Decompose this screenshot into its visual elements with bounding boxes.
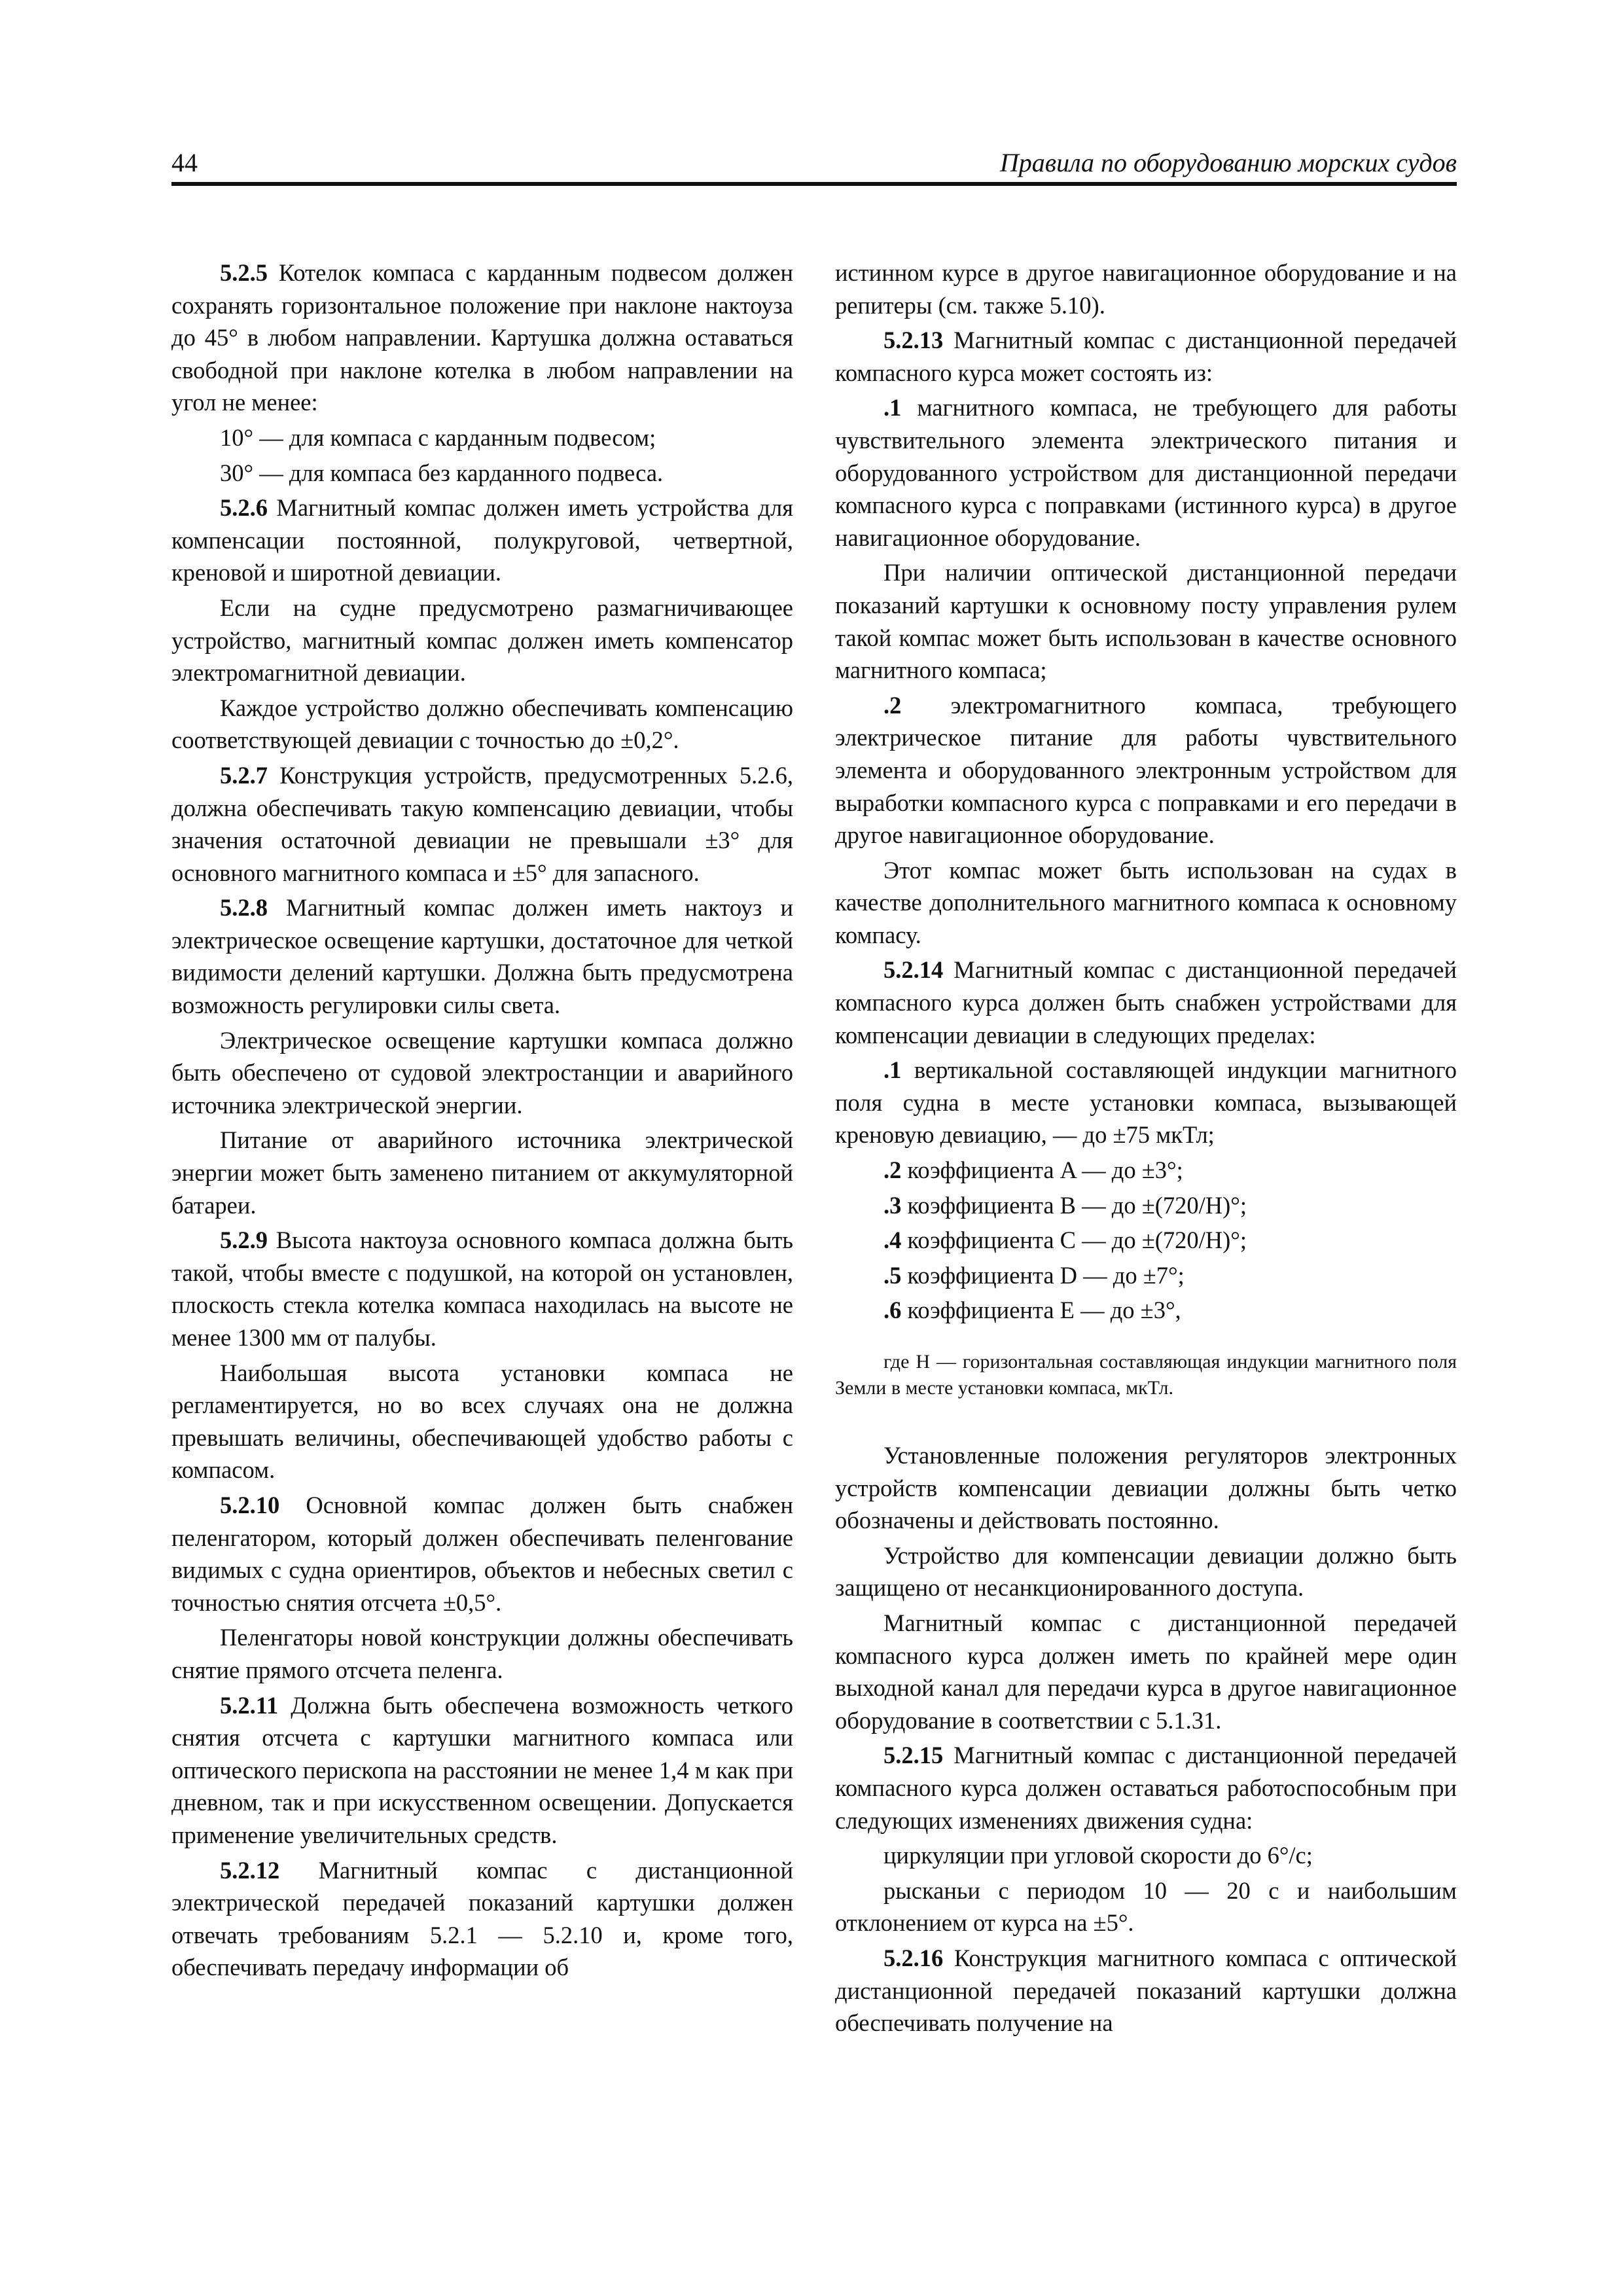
clause-number: 5.2.5 bbox=[220, 259, 268, 286]
paragraph bbox=[835, 1439, 1457, 1537]
paragraph-text: Магнитный компас с дистанционной передачей компасного курса должен иметь по крайней мере один выходной канал для передачи курса в другое навигационное оборудование в соответствии с 5.1.31. bbox=[835, 1609, 1457, 1734]
paragraph-text: вертикальной составляющей индукции магнитного поля судна в месте установки компаса, вызывающей креновую девиацию, — до ±75 мкТл; bbox=[835, 1056, 1457, 1149]
clause-number: .6 bbox=[883, 1297, 902, 1324]
clause-number: 5.2.9 bbox=[220, 1227, 268, 1254]
paragraph-text: коэффициента E — до ±3°, bbox=[901, 1297, 1181, 1324]
page-header bbox=[171, 144, 1457, 186]
paragraph bbox=[171, 1689, 793, 1852]
paragraph bbox=[835, 854, 1457, 952]
paragraph-text: Котелок компаса с карданным подвесом должен сохранять горизонтальное положение при наклоне нактоуза до 45° в любом направлении. Картушка должна оставаться свободной при наклоне котелка в любом направлении на угол не менее: bbox=[171, 259, 793, 416]
paragraph-text: Магнитный компас должен иметь нактоуз и электрическое освещение картушки, достаточное для четкой видимости делений картушки. Должна быть предусмотрена возможность регулировки силы света. bbox=[171, 894, 793, 1019]
paragraph bbox=[171, 759, 793, 889]
paragraph bbox=[835, 1539, 1457, 1604]
paragraph-text: Устройство для компенсации девиации должно быть защищено от несанкционированного доступа. bbox=[835, 1541, 1457, 1602]
paragraph-text: Основной компас должен быть снабжен пеленгатором, который должен обеспечивать пеленгование видимых с судна ориентиров, объектов и небесных светил с точностью снятия отсчета ±0,5°. bbox=[171, 1491, 793, 1616]
paragraph bbox=[835, 689, 1457, 852]
paragraph bbox=[835, 324, 1457, 389]
paragraph-text: Каждое устройство должно обеспечивать компенсацию соответствующей девиации с точностью до ±0,2°. bbox=[171, 694, 793, 754]
paragraph-text: При наличии оптической дистанционной передачи показаний картушки к основному посту управления рулем такой компас может быть использован в качестве основного магнитного компаса; bbox=[835, 559, 1457, 684]
paragraph-text: Магнитный компас с дистанционной электрической передачей показаний картушки должен отвечать требованиям 5.2.1 — 5.2.10 и, кроме того, обеспечивать передачу информации об bbox=[171, 1856, 793, 1981]
clause-number: 5.2.8 bbox=[220, 894, 268, 922]
paragraph bbox=[835, 1874, 1457, 1939]
clause-number: 5.2.7 bbox=[220, 761, 268, 789]
paragraph-text: Установленные положения регуляторов электронных устройств компенсации девиации должны быть четко обозначены и действовать постоянно. bbox=[835, 1442, 1457, 1534]
paragraph-text: Наибольшая высота установки компаса не регламентируется, но во всех случаях она не должна превышать величины, обеспечивающей удобство работы с компасом. bbox=[171, 1359, 793, 1484]
page-number: 44 bbox=[171, 148, 198, 177]
paragraph bbox=[835, 391, 1457, 554]
paragraph bbox=[835, 1154, 1457, 1187]
footnote bbox=[835, 1349, 1457, 1401]
paragraph bbox=[171, 422, 793, 454]
paragraph-text: коэффициента B — до ±(720/H)°; bbox=[901, 1191, 1247, 1219]
paragraph bbox=[835, 1054, 1457, 1151]
clause-number: 5.2.12 bbox=[220, 1856, 280, 1884]
clause-number: 5.2.15 bbox=[883, 1742, 944, 1769]
clause-number: .1 bbox=[883, 394, 902, 422]
paragraph-text: Пеленгаторы новой конструкции должны обеспечивать снятие прямого отсчета пеленга. bbox=[171, 1624, 793, 1683]
paragraph bbox=[835, 1942, 1457, 2039]
clause-number: 5.2.13 bbox=[883, 327, 944, 354]
clause-number: 5.2.10 bbox=[220, 1491, 280, 1518]
paragraph-text: коэффициента C — до ±(720/H)°; bbox=[901, 1227, 1247, 1254]
clause-number: .1 bbox=[883, 1056, 902, 1084]
clause-number: .4 bbox=[883, 1227, 902, 1254]
paragraph bbox=[171, 1124, 793, 1221]
paragraph-text: Питание от аварийного источника электрической энергии может быть заменено питанием от аккумуляторной батареи. bbox=[171, 1126, 793, 1219]
paragraph bbox=[171, 1224, 793, 1354]
clause-number: 5.2.11 bbox=[220, 1691, 279, 1719]
paragraph bbox=[171, 1489, 793, 1619]
paragraph bbox=[835, 1839, 1457, 1872]
paragraph-text: электромагнитного компаса, требующего электрическое питание для работы чувствительного элемента и оборудованного электронным устройством для выработки компасного курса с поправками и его передачи в другое навигационное оборудование. bbox=[835, 691, 1457, 849]
paragraph-text: Магнитный компас с дистанционной передачей компасного курса должен быть снабжен устройствами для компенсации девиации в следующих пределах: bbox=[835, 956, 1457, 1049]
paragraph-text: Конструкция магнитного компаса с оптической дистанционной передачей показаний картушки должна обеспечивать получение на bbox=[835, 1944, 1457, 2037]
paragraph bbox=[835, 1259, 1457, 1292]
paragraph-text: коэффициента A — до ±3°; bbox=[901, 1157, 1183, 1184]
paragraph bbox=[835, 1607, 1457, 1736]
clause-number: .2 bbox=[883, 691, 902, 719]
paragraph-text: Должна быть обеспечена возможность четкого снятия отсчета с картушки магнитного компаса или оптического перископа на расстоянии не менее 1,4 м как при дневном, так и при искусственном освещении. Допускается применение увеличительных средств. bbox=[171, 1691, 793, 1848]
paragraph-text: 30° — для компаса без карданного подвеса. bbox=[220, 459, 664, 486]
paragraph bbox=[171, 457, 793, 490]
paragraph-text: магнитного компаса, не требующего для работы чувствительного элемента электрического питания и оборудованного устройством для дистанционной передачи компасного курса с поправками (истинного курса) в другое навигационное оборудование. bbox=[835, 394, 1457, 551]
paragraph bbox=[171, 492, 793, 589]
paragraph bbox=[171, 257, 793, 419]
paragraph bbox=[835, 1189, 1457, 1222]
left-column bbox=[171, 257, 793, 1986]
paragraph-text: истинном курсе в другое навигационное оборудование и на репитеры (см. также 5.10). bbox=[835, 259, 1457, 319]
paragraph bbox=[171, 1854, 793, 1984]
paragraph bbox=[171, 1357, 793, 1486]
paragraph-text: Магнитный компас с дистанционной передачей компасного курса может состоять из: bbox=[835, 327, 1457, 386]
paragraph bbox=[171, 1024, 793, 1122]
paragraph bbox=[171, 891, 793, 1021]
paragraph-text: Конструкция устройств, предусмотренных 5.2.6, должна обеспечивать такую компенсацию девиации, чтобы значения остаточной девиации не превышали ±3° для основного магнитного компаса и ±5° для запасного. bbox=[171, 761, 793, 886]
clause-number: .3 bbox=[883, 1191, 902, 1219]
clause-number: 5.2.14 bbox=[883, 956, 944, 984]
paragraph-text: Электрическое освещение картушки компаса должно быть обеспечено от судовой электростанции и аварийного источника электрической энергии. bbox=[171, 1026, 793, 1119]
paragraph bbox=[835, 1224, 1457, 1257]
paragraph-text: циркуляции при угловой скорости до 6°/с; bbox=[883, 1842, 1313, 1869]
right-column bbox=[835, 257, 1457, 2042]
clause-number: .5 bbox=[883, 1261, 902, 1289]
paragraph bbox=[171, 692, 793, 757]
paragraph bbox=[835, 257, 1457, 321]
paragraph-text: 10° — для компаса с карданным подвесом; bbox=[220, 423, 656, 451]
paragraph bbox=[171, 592, 793, 689]
paragraph bbox=[171, 1621, 793, 1686]
paragraph bbox=[835, 1739, 1457, 1837]
paragraph-text: рысканьи с периодом 10 — 20 с и наибольшим отклонением от курса на ±5°. bbox=[835, 1876, 1457, 1937]
clause-number: .2 bbox=[883, 1157, 902, 1184]
paragraph-text: Высота нактоуза основного компаса должна быть такой, чтобы вместе с подушкой, на которой он установлен, плоскость стекла котелка компаса находилась на высоте не менее 1300 мм от палубы. bbox=[171, 1227, 793, 1351]
paragraph-text: Этот компас может быть использован на судах в качестве дополнительного магнитного компаса к основному компасу. bbox=[835, 856, 1457, 948]
paragraph bbox=[835, 1294, 1457, 1327]
paragraph-text: Магнитный компас должен иметь устройства для компенсации постоянной, полукруговой, четвертной, креновой и широтной девиации. bbox=[171, 494, 793, 586]
paragraph-text: Магнитный компас с дистанционной передачей компасного курса должен оставаться работоспособным при следующих изменениях движения судна: bbox=[835, 1742, 1457, 1834]
clause-number: 5.2.6 bbox=[220, 494, 268, 522]
paragraph-text: коэффициента D — до ±7°; bbox=[901, 1261, 1185, 1289]
paragraph bbox=[835, 556, 1457, 686]
paragraph-text: Если на судне предусмотрено размагничивающее устройство, магнитный компас должен иметь компенсатор электромагнитной девиации. bbox=[171, 594, 793, 687]
paragraph bbox=[835, 954, 1457, 1051]
paragraph-text: где H — горизонтальная составляющая индукции магнитного поля Земли в месте установки компаса, мкТл. bbox=[835, 1351, 1457, 1399]
clause-number: 5.2.16 bbox=[883, 1944, 944, 1971]
running-title: Правила по оборудованию морских судов bbox=[999, 148, 1457, 177]
